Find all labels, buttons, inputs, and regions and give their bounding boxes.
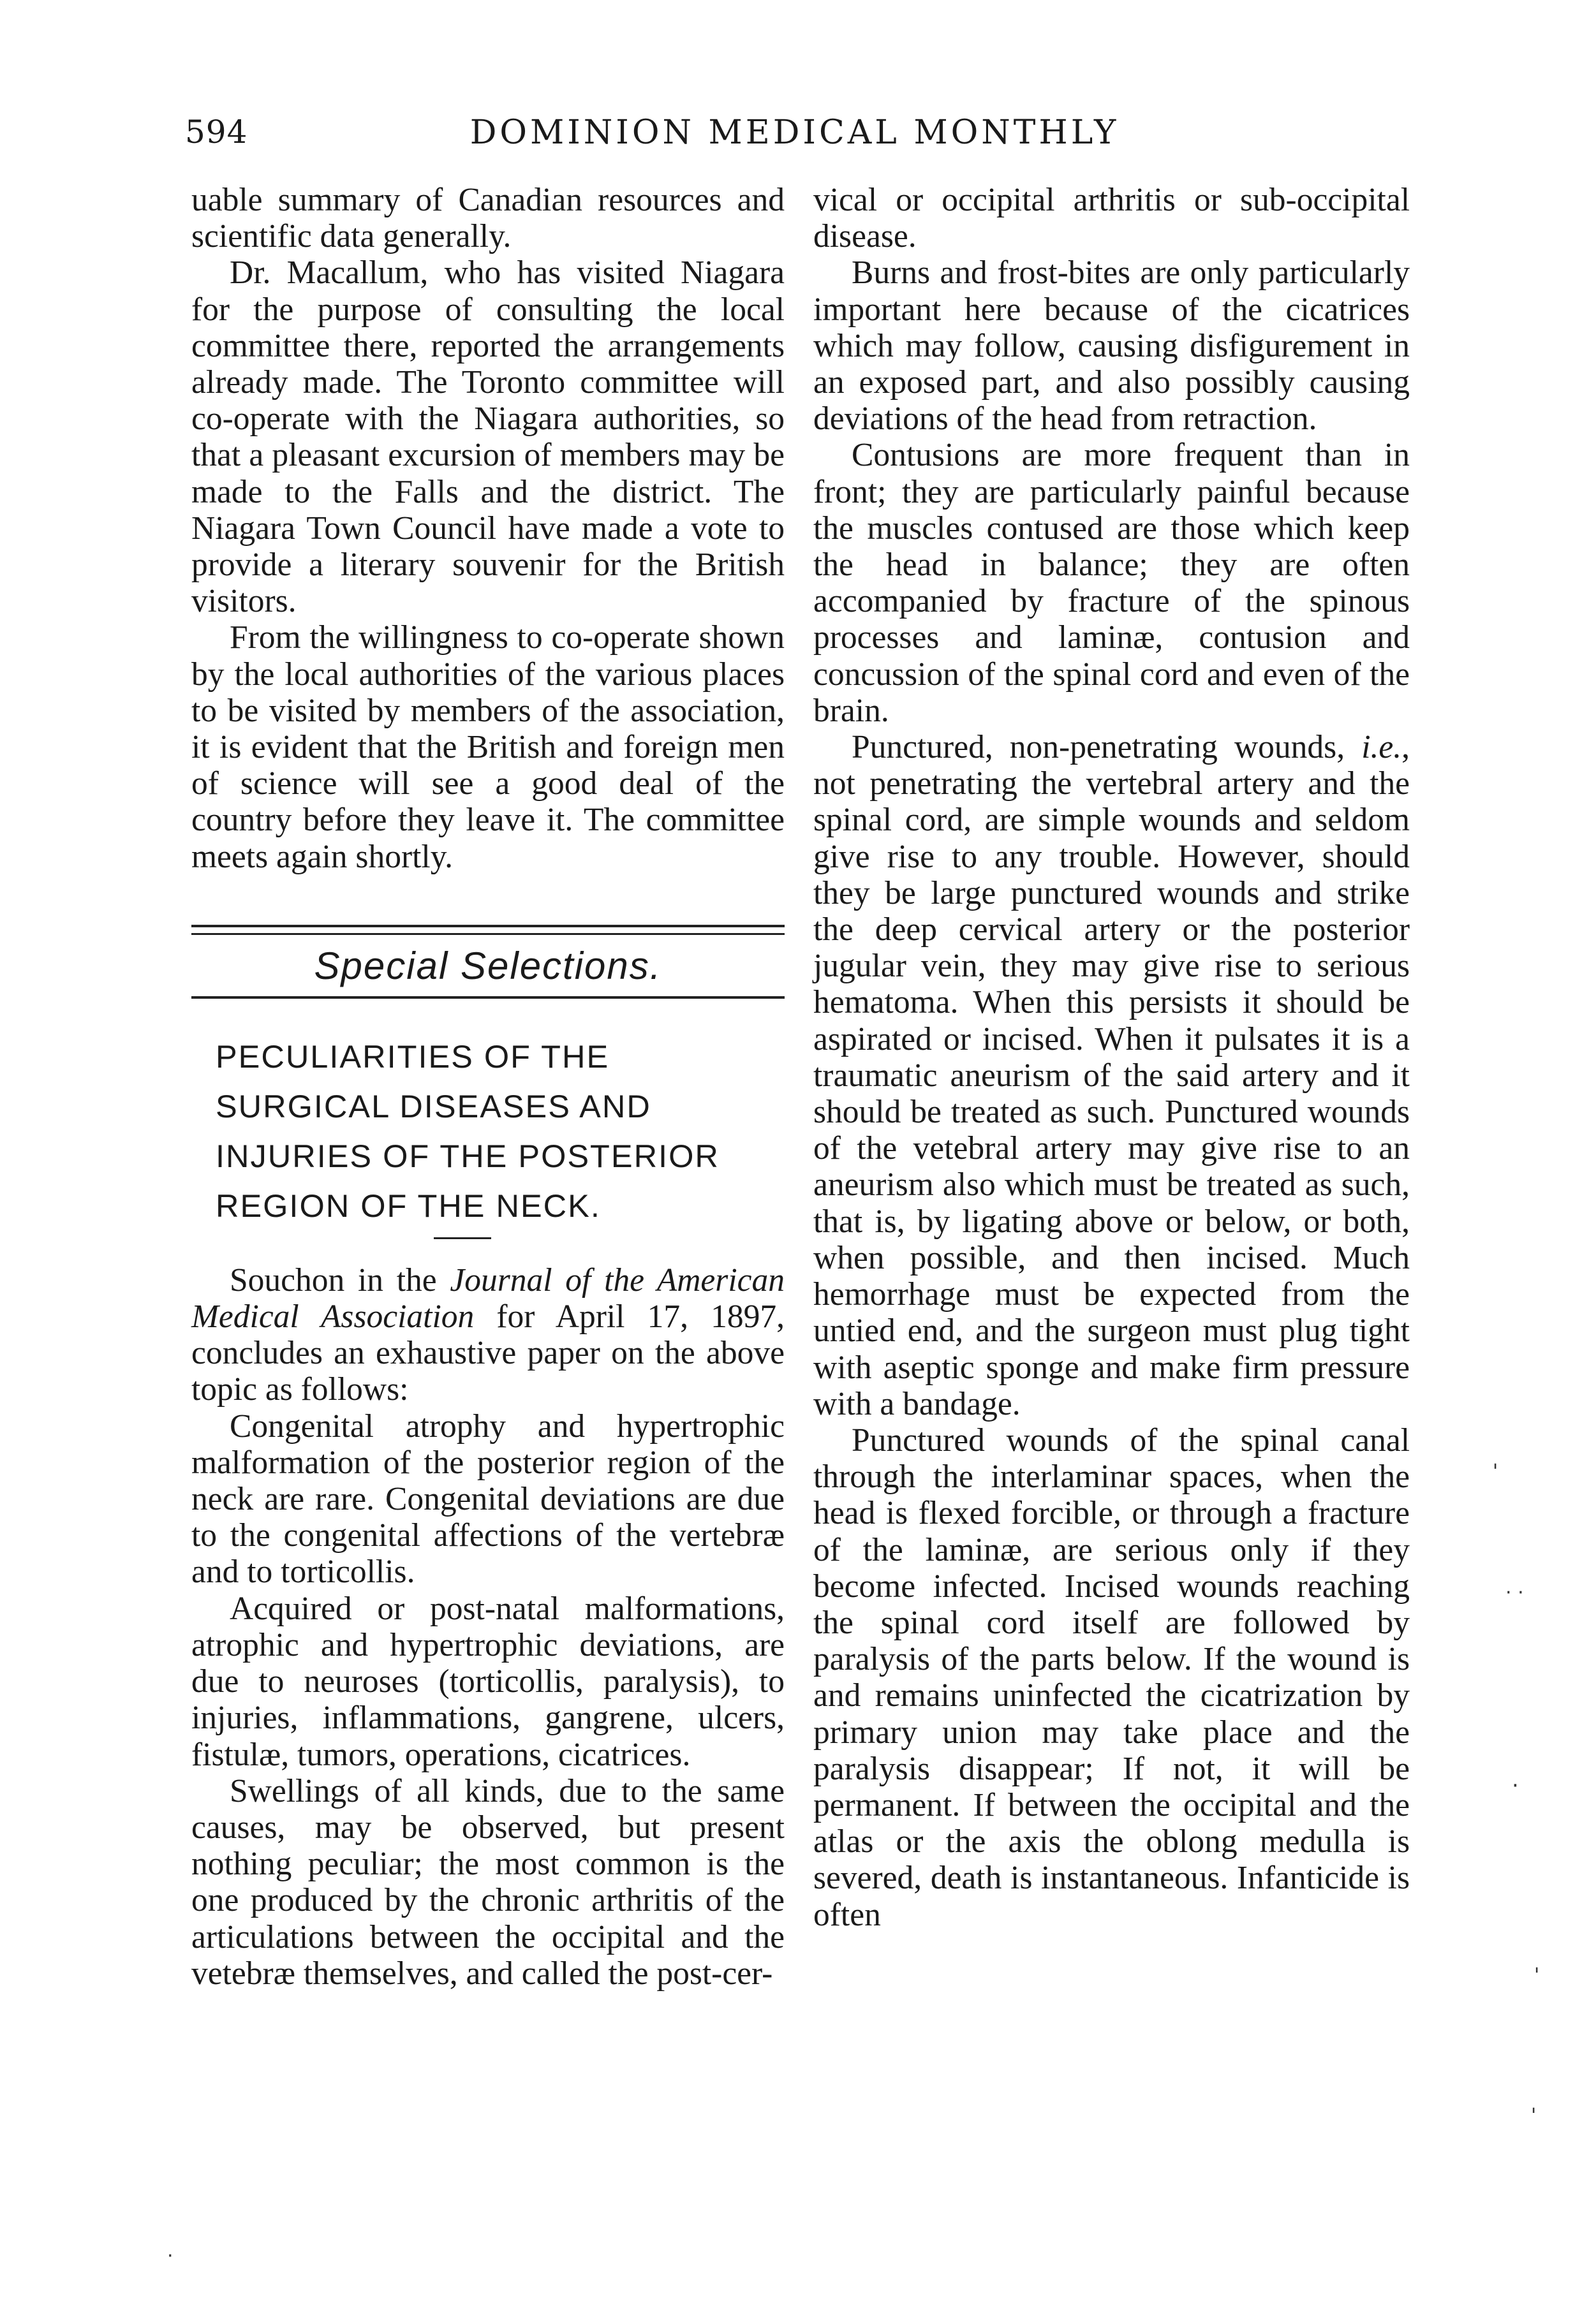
paragraph: vical or occipital arthritis or sub-occipital disease.	[813, 182, 1410, 255]
article-heading: PECULIARITIES OF THE SURGICAL DISEASES AND INJURIES OF THE POSTERIOR REGION OF THE NECK.	[216, 1038, 720, 1224]
print-speck: ·	[1512, 1773, 1519, 1798]
print-speck: · ·	[1505, 1582, 1524, 1604]
paragraph	[191, 1262, 785, 1408]
short-rule	[434, 1237, 491, 1239]
page-number: 594	[185, 114, 248, 151]
paragraph	[813, 729, 1410, 1422]
print-speck: '	[1534, 1964, 1540, 1987]
section-divider	[191, 925, 785, 999]
paragraph: From the willingness to co-operate shown by the local authorities of the various places to be visited by members of the association, it is evident that the British and foreign men of science will see a good deal of the country before they leave it. The committee meets again shortly.	[191, 619, 785, 875]
left-column	[191, 182, 785, 1992]
text-run: , not penetrating the vertebral artery and the spinal cord, are simple wounds and seldom give rise to any trouble. However, should they be large punctured wounds and strike the deep cervical artery or the posterior jugular vein, they may give rise to serious hematoma. When this persists it should be aspirated or incised. When it pulsates it is a traumatic aneurism of the said artery and it should be treated as such. Punctured wounds of the vetebral artery may give rise to an aneurism also which must be treated as such, that is, by ligating above or below, or both, when possible, and then incised. Much hemorrhage must be expected from the untied end, and the surgeon must plug tight with aseptic sponge and make firm pressure with a bandage.	[813, 729, 1410, 1422]
paragraph: Dr. Macallum, who has visited Niagara for the purpose of consulting the local committee there, reported the arrangements already made. The Toronto committee will co-operate with the Niagara authorities, so that a pleasant excursion of members may be made to the Falls and the district. The Niagara Town Council have made a vote to provide a literary souvenir for the British visitors.	[191, 254, 785, 620]
single-rule	[191, 996, 785, 999]
text-run: for April 17, 1897, concludes an exhaustive paper on the above topic as follows:	[191, 1298, 785, 1408]
paragraph: uable summary of Canadian resources and scientific data generally.	[191, 182, 785, 255]
text-run: Punctured, non-penetrating wounds,	[852, 729, 1362, 766]
paragraph: Congenital atrophy and hypertrophic malformation of the posterior region of the neck are rare. Congenital deviations are due to the congenital affections of the vertebræ and to torticollis.	[191, 1408, 785, 1591]
print-speck: '	[1531, 2105, 1537, 2127]
paragraph: Burns and frost-bites are only particularly important here because of the cicatrices which may follow, causing disfigurement in an exposed part, and also possibly causing deviations of the head from retraction.	[813, 254, 1410, 438]
running-head: DOMINION MEDICAL MONTHLY	[469, 114, 1120, 152]
paragraph: Punctured wounds of the spinal canal through the interlaminar spaces, when the head is flexed forcible, or through a fracture of the laminæ, are serious only if they become infected. Incised wounds reaching the spinal cord itself are followed by paralysis of the parts below. If the wound is and remains uninfected the cicatrization by primary union may take place and the paralysis disappear; If not, it will be permanent. If between the occipital and the atlas or the axis the oblong medulla is severed, death is instantaneous. Infanticide is often	[813, 1422, 1410, 1933]
section-title: Special Selections.	[314, 944, 662, 987]
double-rule	[191, 925, 785, 935]
paragraph: Contusions are more frequent than in front; they are particularly painful because the muscles contused are those which keep the head in balance; they are often accompanied by fracture of the spinous processes and laminæ, contusion and concussion of the spinal cord and even of the brain.	[813, 437, 1410, 729]
paragraph: Acquired or post-natal malformations, atrophic and hypertrophic deviations, are due to neuroses (torticollis, paralysis), to injuries, inflammations, gangrene, ulcers, fistulæ, tumors, operations, cicatrices.	[191, 1590, 785, 1773]
paragraph: Swellings of all kinds, due to the same causes, may be observed, but present nothing peculiar; the most common is the one produced by the chronic arthritis of the articulations between the occipital and the vetebræ themselves, and called the post-cer-	[191, 1772, 785, 1992]
print-speck: ·	[167, 2245, 174, 2267]
text-run: Souchon in the	[230, 1261, 450, 1298]
print-speck: '	[1493, 1460, 1498, 1483]
right-column	[813, 182, 1410, 1933]
abbreviation: i.e.	[1361, 729, 1402, 766]
journal-title: Journal of the American Medical Association	[191, 1261, 785, 1335]
